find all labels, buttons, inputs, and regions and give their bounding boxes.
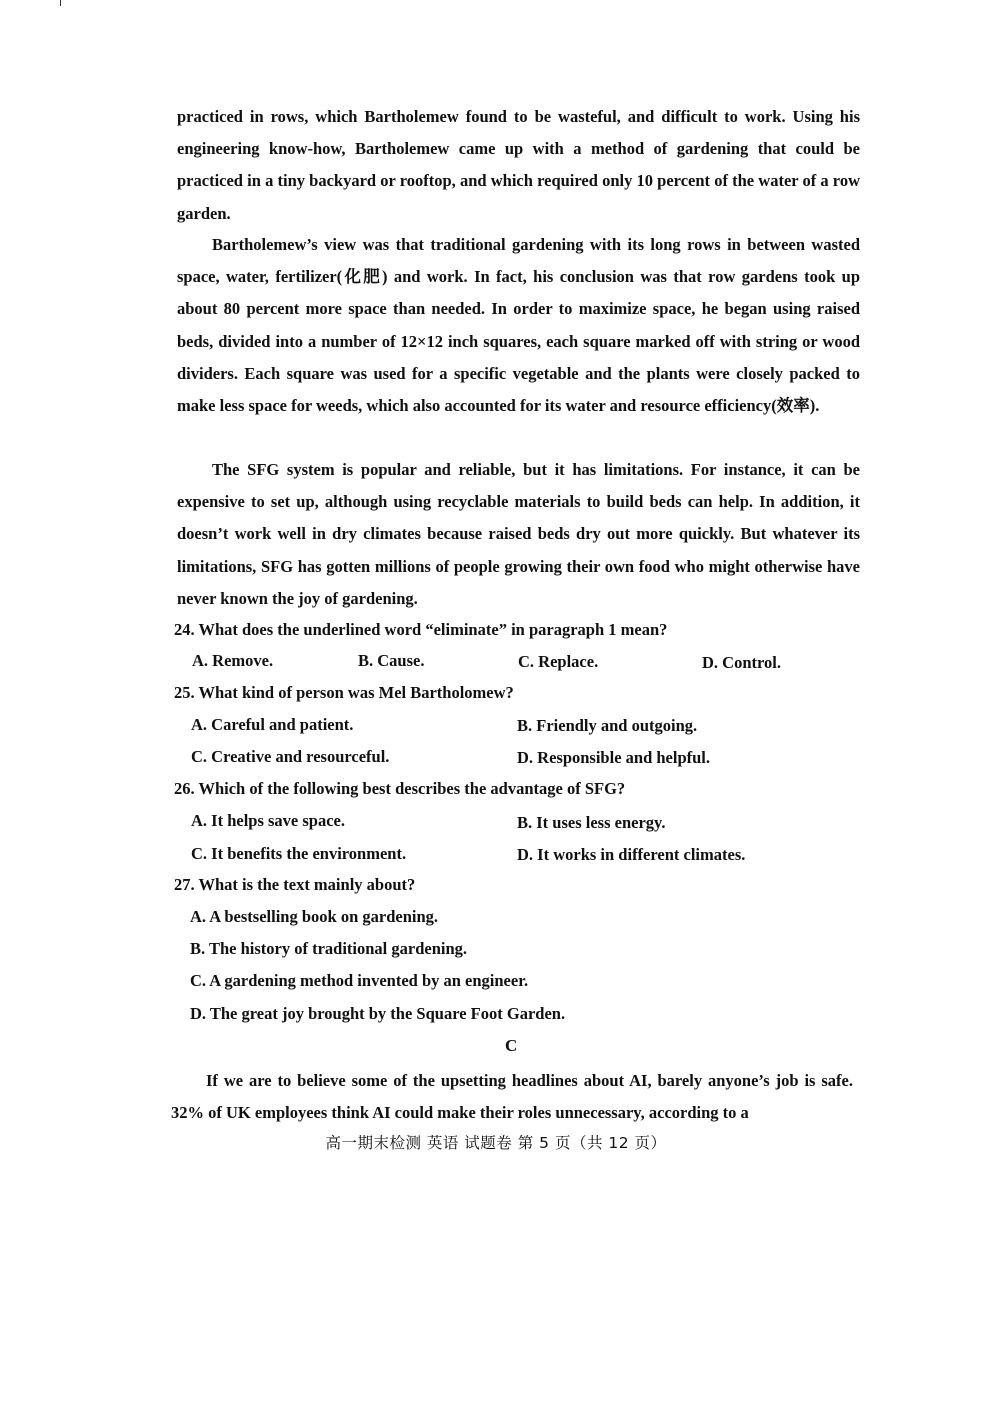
q26-option-a: A. It helps save space. xyxy=(191,811,346,830)
section-c-heading: C xyxy=(505,1036,518,1055)
q25-option-a: A. Careful and patient. xyxy=(191,715,354,734)
q27-option-b: B. The history of traditional gardening. xyxy=(190,939,468,958)
section-c-intro: If we are to believe some of the upsetting headlines about AI, barely anyone’s job is safe. 32% of UK employees think AI could make their roles unnecessary, according to a xyxy=(171,1071,853,1123)
q27-option-d: D. The great joy brought by the Square Foot Garden. xyxy=(190,1004,566,1023)
q25-option-d: D. Responsible and helpful. xyxy=(517,748,711,767)
q27-option-c: C. A gardening method invented by an engineer. xyxy=(190,971,529,990)
q26-option-b: B. It uses less energy. xyxy=(517,813,666,832)
q25-option-c: C. Creative and resourceful. xyxy=(191,747,390,766)
question-24-stem xyxy=(174,619,667,641)
q24-option-a: A. Remove. xyxy=(192,651,274,670)
q24-option-d: D. Control. xyxy=(702,653,781,672)
question-24-keyword: eliminate xyxy=(433,620,499,639)
page-footer: 高一期末检测 英语 试题卷 第 5 页（共 12 页） xyxy=(325,1134,667,1152)
scan-mark xyxy=(60,0,61,6)
paragraph-b-2: Bartholemew’s view was that traditional gardening with its long rows in between wasted space, water, fertilizer(化肥) and work. In fact, his conclusion was that row gardens took up about 80 percent more space than needed. In order to maximize space, he began using raised beds, divided into a number of 12×12 inch squares, each square marked off with string or wood dividers. Each square was used for a specific vegetable and the plants were closely packed to make less space for weeds, which also accounted for its water and resource efficiency(效率). xyxy=(177,235,860,416)
question-25-stem: 25. What kind of person was Mel Bartholomew? xyxy=(174,683,514,702)
q26-option-d: D. It works in different climates. xyxy=(517,845,746,864)
question-26-stem: 26. Which of the following best describes the advantage of SFG? xyxy=(174,779,626,798)
q25-option-b: B. Friendly and outgoing. xyxy=(517,716,698,735)
q24-option-c: C. Replace. xyxy=(518,652,599,671)
q27-option-a: A. A bestselling book on gardening. xyxy=(190,907,439,926)
question-27-stem: 27. What is the text mainly about? xyxy=(174,875,416,894)
q26-option-c: C. It benefits the environment. xyxy=(191,844,407,863)
paragraph-b-continued: practiced in rows, which Bartholemew found to be wasteful, and difficult to work. Using his engineering know-how, Bartholemew came up with a method of gardening that could be practiced in a tiny backyard or rooftop, and which required only 10 percent of the water of a row garden. xyxy=(177,107,860,223)
q24-option-b: B. Cause. xyxy=(358,651,425,670)
paragraph-b-3: The SFG system is popular and reliable, but it has limitations. For instance, it can be expensive to set up, although using recyclable materials to build beds can help. In addition, it doesn’t work well in dry climates because raised beds dry out more quickly. But whatever its limitations, SFG has gotten millions of people growing their own food who might otherwise have never known the joy of gardening. xyxy=(177,460,860,608)
question-24-stem-post: ” in paragraph 1 mean? xyxy=(498,620,668,639)
question-24-stem-pre: 24. What does the underlined word “ xyxy=(174,620,434,639)
